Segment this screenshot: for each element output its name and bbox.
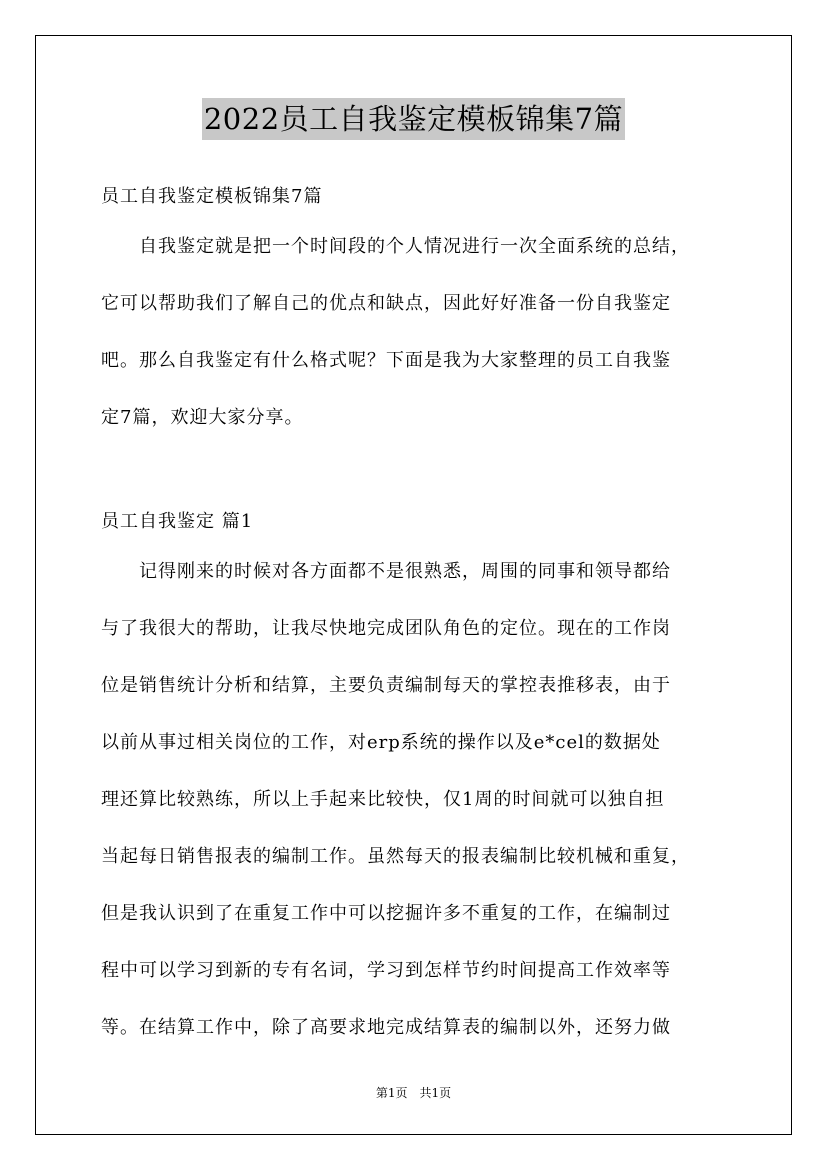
intro-line: 它可以帮助我们了解自己的优点和缺点，因此好好准备一份自我鉴定 (101, 293, 671, 314)
body-line: 以前从事过相关岗位的工作，对erp系统的操作以及e*cel的数据处 (101, 732, 661, 753)
intro-line: 定7篇，欢迎大家分享。 (101, 407, 304, 428)
body-line: 等。在结算工作中，除了高要求地完成结算表的编制以外，还努力做 (101, 1017, 671, 1038)
intro-line: 自我鉴定就是把一个时间段的个人情况进行一次全面系统的总结， (101, 236, 690, 257)
body-line: 但是我认识到了在重复工作中可以挖掘许多不重复的工作，在编制过 (101, 903, 671, 924)
body-line: 当起每日销售报表的编制工作。虽然每天的报表编制比较机械和重复， (101, 846, 690, 867)
body-line: 位是销售统计分析和结算，主要负责编制每天的掌控表推移表，由于 (101, 675, 671, 696)
body-line: 程中可以学习到新的专有名词，学习到怎样节约时间提高工作效率等 (101, 960, 671, 981)
body-line: 记得刚来的时候对各方面都不是很熟悉，周围的同事和领导都给 (101, 561, 671, 582)
document-title: 2022员工自我鉴定模板锦集7篇 (202, 98, 625, 140)
intro-line: 吧。那么自我鉴定有什么格式呢？下面是我为大家整理的员工自我鉴 (101, 350, 671, 371)
section-heading: 员工自我鉴定 篇1 (101, 511, 254, 532)
section1-paragraph (101, 543, 690, 1056)
intro-paragraph (101, 218, 690, 446)
body-line: 与了我很大的帮助，让我尽快地完成团队角色的定位。现在的工作岗 (101, 618, 671, 639)
body-line: 理还算比较熟练，所以上手起来比较快，仅1周的时间就可以独自担 (101, 789, 665, 810)
document-subtitle: 员工自我鉴定模板锦集7篇 (101, 186, 323, 207)
page-footer: 第1页 共1页 (375, 1086, 452, 1100)
title-container (0, 98, 827, 140)
